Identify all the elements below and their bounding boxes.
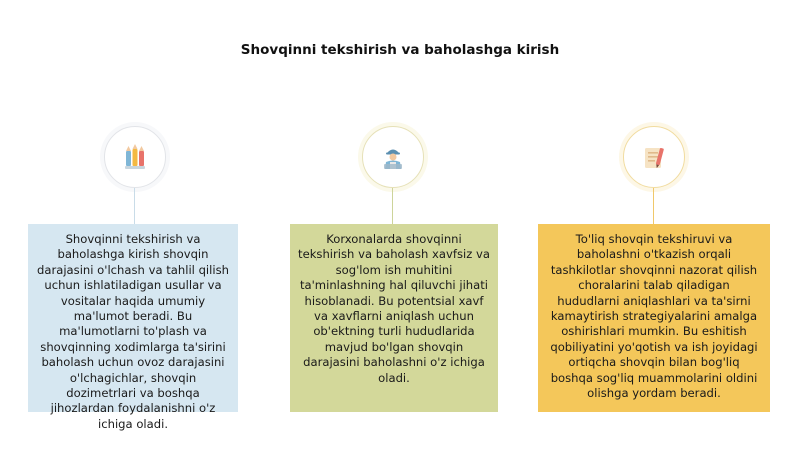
icon-badge-2 bbox=[362, 126, 424, 188]
icon-badge-1 bbox=[104, 126, 166, 188]
info-card-text-3: To'liq shovqin tekshiruvi va baholashni o'tkazish orqali tashkilotlar shovqinni nazorat qilish choralarini talab qiladigan hududlarni aniqlashlari va ta'sirni kamaytirish strategiyalarini amalga oshirishlari mumkin. Bu eshitish qobiliyatini yo'qotish va ish joyidagi ortiqcha shovqin bilan bog'liq boshqa sog'liq muammolarini oldini olishga yordam beradi. bbox=[550, 232, 758, 401]
info-card-text-2: Korxonalarda shovqinni tekshirish va baholash xavfsiz va sog'lom ish muhitini ta'minlashning hal qiluvchi jihati hisoblanadi. Bu potentsial xavf va xavflarni aniqlash uchun ob'ektning turli hududlarida mavjud bo'lgan shovqin darajasini baholashni o'z ichiga oladi. bbox=[298, 232, 490, 385]
info-card-text-1: Shovqinni tekshirish va baholashga kirish shovqin darajasini o'lchash va tahlil qilish uchun ishlatiladigan usullar va vositalar haqida umumiy ma'lumot beradi. Bu ma'lumotlarni to'plash va shovqinning xodimlarga ta'sirini baholash uchun ovoz darajasini o'lchagichlar, shovqin dozimetrlari va boshqa jihozlardan foydalanishni o'z ichiga oladi. bbox=[37, 232, 229, 431]
worker-icon bbox=[378, 142, 408, 172]
icon-circle-3 bbox=[623, 126, 685, 188]
pencils-icon bbox=[120, 142, 150, 172]
connector-line-3 bbox=[653, 188, 654, 224]
document-pen-icon bbox=[639, 142, 669, 172]
icon-circle-1 bbox=[104, 126, 166, 188]
info-card-2 bbox=[290, 224, 498, 412]
icon-circle-2 bbox=[362, 126, 424, 188]
slide-title: Shovqinni tekshirish va baholashga kirish bbox=[240, 42, 560, 58]
connector-line-1 bbox=[134, 188, 135, 224]
info-card-3 bbox=[538, 224, 770, 412]
connector-line-2 bbox=[392, 188, 393, 224]
icon-badge-3 bbox=[623, 126, 685, 188]
info-card-1 bbox=[28, 224, 238, 431]
